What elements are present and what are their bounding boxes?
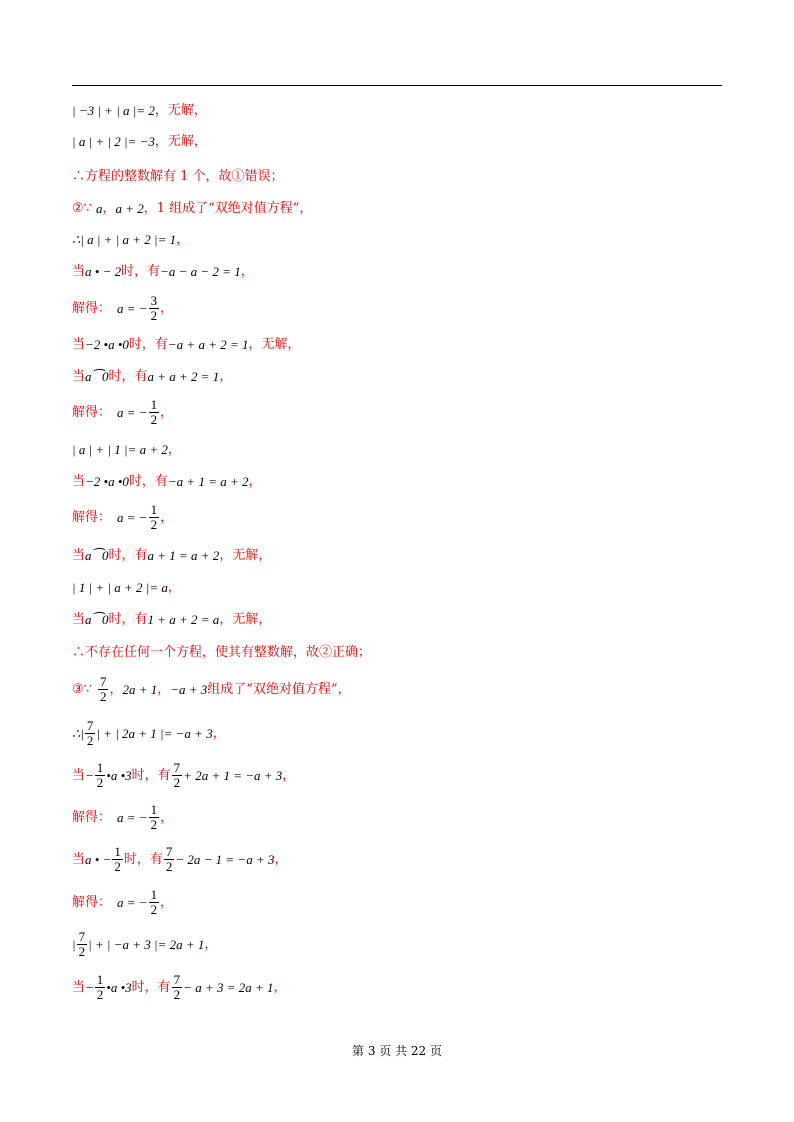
line-6 — [72, 263, 254, 281]
text: 解得： — [72, 404, 112, 420]
text: 解得： — [72, 509, 112, 525]
denominator: 2 — [150, 412, 158, 427]
text: 当 — [72, 369, 86, 384]
text: ， — [248, 474, 262, 489]
equation: a⁀0 — [85, 369, 109, 384]
line-5 — [72, 231, 189, 249]
equation: −2 •a •0 — [85, 474, 129, 489]
fraction — [149, 398, 160, 427]
text: ，无解， — [248, 337, 301, 352]
denominator: 2 — [96, 775, 104, 790]
fraction — [149, 888, 160, 917]
line-20 — [72, 761, 295, 790]
line-21 — [72, 803, 173, 832]
text: ， — [219, 369, 233, 384]
line-7 — [72, 294, 173, 323]
text: 当 — [72, 264, 86, 279]
fraction — [172, 973, 183, 1002]
numerator: 7 — [165, 844, 173, 859]
equation: a⁀0 — [85, 548, 109, 563]
equation: + 2a + 1 = −a + 3 — [183, 767, 283, 783]
text: 时，有 — [123, 851, 163, 867]
numerator: 1 — [96, 972, 104, 987]
annotation: ，无解， — [154, 103, 207, 118]
equation: − — [85, 979, 94, 995]
equation: | 1 | + | a + 2 |= a — [72, 580, 168, 595]
text: ， — [157, 681, 171, 697]
text: ， — [240, 264, 254, 279]
text: 时，有 — [131, 979, 171, 995]
numerator: 1 — [150, 502, 158, 517]
denominator: 2 — [150, 308, 158, 323]
line-23 — [72, 888, 173, 917]
text: 时，有 — [121, 264, 161, 279]
text: 时，有 — [108, 548, 148, 563]
text: 解得： — [72, 300, 112, 316]
text: ， — [160, 894, 174, 910]
equation: a = − — [117, 404, 148, 420]
equation: | + | −a + 3 |= 2a + 1 — [88, 936, 205, 952]
equation: a + a + 2 = 1 — [147, 369, 220, 384]
line-1 — [72, 102, 207, 120]
denominator: 2 — [150, 817, 158, 832]
text: 解得： — [72, 809, 112, 825]
line-24 — [72, 930, 217, 959]
text: ， — [109, 681, 123, 697]
text: 当 — [72, 851, 86, 867]
equation: −a + a + 2 = 1 — [167, 337, 249, 352]
numerator: 1 — [150, 887, 158, 902]
fraction — [164, 845, 175, 874]
denominator: 2 — [150, 902, 158, 917]
numerator: 7 — [78, 929, 86, 944]
text: 时，有 — [128, 337, 168, 352]
text: ， — [102, 201, 116, 216]
numerator: 7 — [173, 972, 181, 987]
numerator: 1 — [150, 802, 158, 817]
conclusion-text: ∴不存在任何一个方程，使其有整数解，故②正确； — [72, 645, 372, 660]
line-18 — [72, 675, 351, 704]
fraction — [149, 803, 160, 832]
text: 解得： — [72, 894, 112, 910]
equation: 1 + a + 2 = a — [147, 612, 220, 627]
numerator: 7 — [86, 718, 94, 733]
line-8 — [72, 336, 301, 354]
denominator: 2 — [150, 517, 158, 532]
text: ， — [160, 509, 174, 525]
denominator: 2 — [96, 987, 104, 1002]
fraction — [98, 675, 109, 704]
line-17 — [72, 644, 371, 662]
line-25 — [72, 973, 287, 1002]
text: 当 — [72, 612, 86, 627]
equation: − 2a − 1 = −a + 3 — [175, 851, 275, 867]
equation: | a | + | 1 |= a + 2 — [72, 442, 168, 457]
text: 时，有 — [108, 369, 148, 384]
equation: •a •3 — [106, 767, 132, 783]
equation: a — [95, 201, 103, 216]
line-14 — [72, 547, 271, 565]
equation: 2a + 1 — [122, 681, 158, 697]
equation: −a + 1 = a + 2 — [167, 474, 249, 489]
text: 当 — [72, 767, 86, 783]
line-12 — [72, 473, 262, 491]
line-2 — [72, 133, 207, 151]
text: 时，有 — [108, 612, 148, 627]
equation: −a + 3 — [170, 681, 208, 697]
equation: ∴| a | + | a + 2 |= 1 — [72, 232, 177, 247]
text: 当 — [72, 548, 86, 563]
text: 时，有 — [131, 767, 171, 783]
denominator: 2 — [86, 733, 94, 748]
text: ， — [204, 936, 218, 952]
line-13 — [72, 503, 173, 532]
fraction — [95, 761, 106, 790]
equation: a = − — [117, 894, 148, 910]
text: ， — [167, 442, 181, 457]
text: ， — [176, 232, 190, 247]
line-9 — [72, 368, 232, 386]
equation: a • − 2 — [85, 264, 122, 279]
equation: a = − — [117, 300, 148, 316]
text: ，无解， — [219, 612, 272, 627]
denominator: 2 — [165, 859, 173, 874]
equation: a = − — [117, 809, 148, 825]
conclusion-text: ∴方程的整数解有 1 个，故①错误； — [72, 169, 284, 184]
equation: | + | 2a + 1 |= −a + 3 — [96, 725, 213, 741]
text: ， — [282, 767, 296, 783]
numerator: 1 — [114, 844, 121, 859]
equation: a + 2 — [115, 201, 144, 216]
text: ， — [167, 580, 181, 595]
equation: | a | + | 2 |= −3 — [72, 134, 155, 149]
denominator: 2 — [99, 689, 107, 704]
equation: −2 •a •0 — [85, 337, 129, 352]
equation: ∴| — [72, 725, 84, 741]
text: 当 — [72, 337, 86, 352]
fraction — [149, 503, 160, 532]
numerator: 1 — [96, 760, 104, 775]
text: ， — [160, 300, 174, 316]
fraction — [95, 973, 106, 1002]
equation: a⁀0 — [85, 612, 109, 627]
text: 当 — [72, 474, 86, 489]
text: ， — [160, 404, 174, 420]
text: ， — [160, 809, 174, 825]
text: ②∵ — [72, 201, 92, 216]
text: ③∵ — [72, 681, 92, 697]
fraction — [149, 294, 160, 323]
equation: − a + 3 = 2a + 1 — [183, 979, 274, 995]
header-rule — [72, 85, 722, 86]
line-15 — [72, 579, 181, 597]
line-10 — [72, 398, 173, 427]
annotation: ，无解， — [154, 134, 207, 149]
numerator: 7 — [99, 674, 107, 689]
numerator: 3 — [150, 293, 158, 308]
text: 当 — [72, 979, 86, 995]
equation: •a •3 — [106, 979, 132, 995]
fraction — [172, 761, 183, 790]
denominator: 2 — [173, 775, 181, 790]
equation: −a − a − 2 = 1 — [160, 264, 241, 279]
line-11 — [72, 441, 181, 459]
text: ，1 组成了“双绝对值方程”， — [143, 201, 313, 216]
denominator: 2 — [78, 944, 86, 959]
numerator: 1 — [150, 397, 158, 412]
equation: a = − — [117, 509, 148, 525]
text: ， — [212, 725, 226, 741]
line-22 — [72, 845, 288, 874]
line-4 — [72, 200, 312, 218]
text: ，无解， — [219, 548, 272, 563]
line-16 — [72, 611, 271, 629]
equation: − — [85, 767, 94, 783]
page-footer: 第 3 页 共 22 页 — [352, 1044, 442, 1058]
text: ， — [274, 851, 288, 867]
line-3 — [72, 168, 284, 186]
numerator: 7 — [173, 760, 181, 775]
equation: | — [72, 936, 76, 952]
equation: | −3 | + | a |= 2 — [72, 103, 155, 118]
text: 时，有 — [128, 474, 168, 489]
fraction — [77, 930, 88, 959]
denominator: 2 — [114, 859, 121, 874]
text: 组成了“双绝对值方程”， — [207, 681, 351, 697]
fraction — [85, 719, 96, 748]
text: ， — [273, 979, 287, 995]
line-19 — [72, 719, 226, 748]
fraction — [112, 845, 123, 874]
equation: a + 1 = a + 2 — [147, 548, 220, 563]
denominator: 2 — [173, 987, 181, 1002]
equation: a • − — [85, 851, 112, 867]
